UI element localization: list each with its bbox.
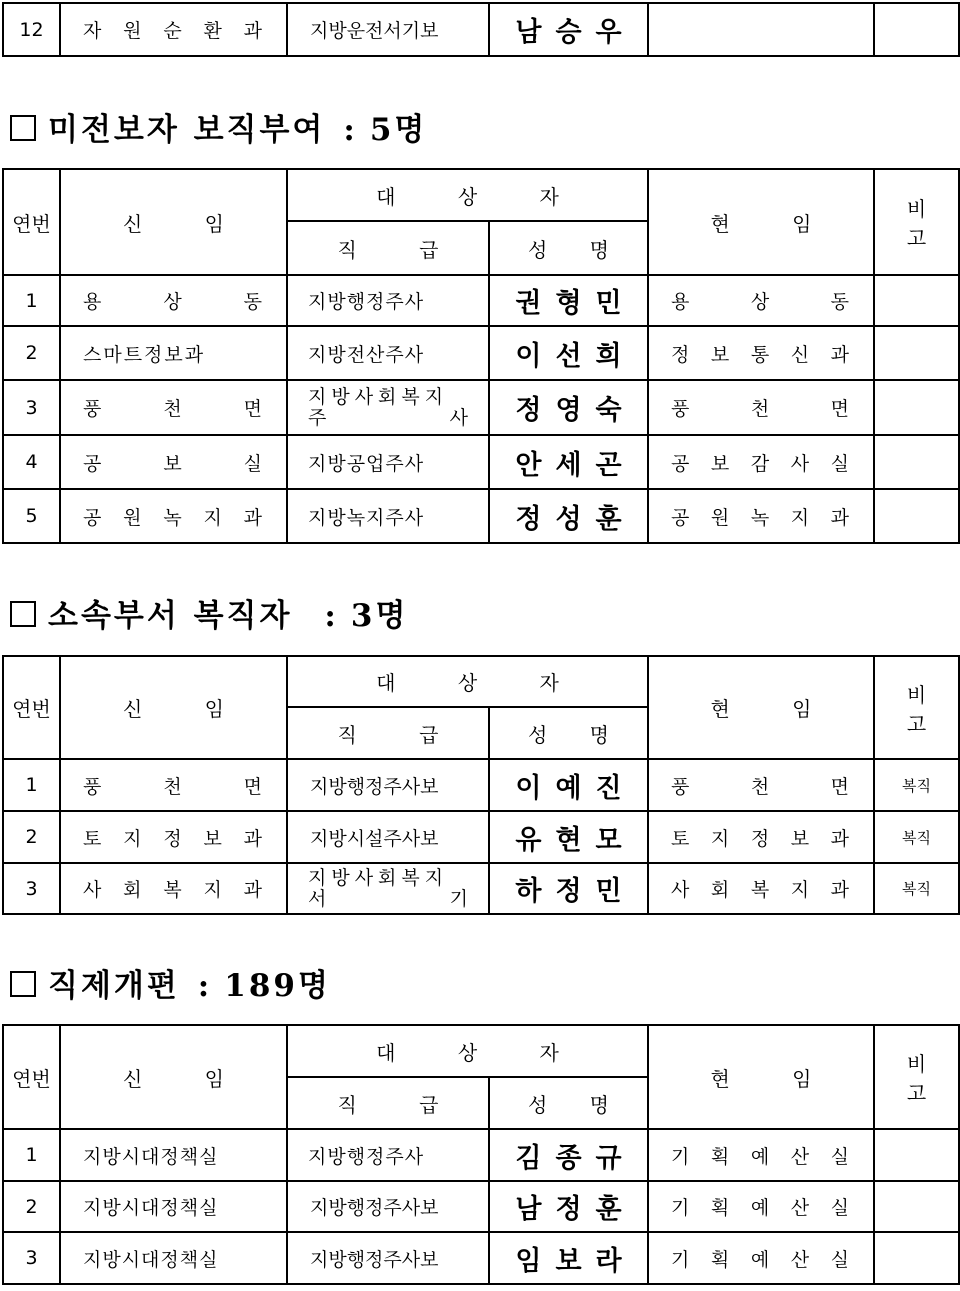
person-name: 남정훈 — [489, 1181, 648, 1232]
col-header-current: 현 임 — [648, 656, 874, 759]
col-header-name: 성 명 — [489, 1077, 648, 1129]
row-number: 2 — [3, 811, 60, 863]
col-header-new-post: 신 임 — [60, 1025, 287, 1129]
col-header-no: 연번 — [3, 169, 60, 275]
row-number: 1 — [3, 759, 60, 811]
person-name: 김종규 — [489, 1129, 648, 1181]
new-post: 스마트정보과 — [60, 326, 287, 380]
table-row — [3, 863, 959, 914]
current-post: 공 보 감 사 실 — [648, 435, 874, 489]
col-header-current: 현 임 — [648, 1025, 874, 1129]
col-header-note: 비 고 — [874, 1025, 959, 1129]
person-name: 유현모 — [489, 811, 648, 863]
new-post: 지방시대정책실 — [60, 1232, 287, 1284]
current-post: 정 보 통 신 과 — [648, 326, 874, 380]
checkbox-square-icon — [10, 971, 36, 997]
new-post: 사 회 복 지 과 — [60, 863, 287, 914]
new-post: 공 원 녹 지 과 — [60, 489, 287, 543]
checkbox-square-icon — [10, 115, 36, 141]
current-post: 기 획 예 산 실 — [648, 1181, 874, 1232]
rank: 지방시설주사보 — [287, 811, 489, 863]
current-post: 풍 천 면 — [648, 759, 874, 811]
person-name: 임보라 — [489, 1232, 648, 1284]
col-header-new-post: 신 임 — [60, 169, 287, 275]
checkbox-square-icon — [10, 601, 36, 627]
rank: 지방행정주사보 — [287, 1232, 489, 1284]
new-post: 지방시대정책실 — [60, 1181, 287, 1232]
row-number: 2 — [3, 1181, 60, 1232]
col-header-rank: 직 급 — [287, 707, 489, 759]
col-header-current: 현 임 — [648, 169, 874, 275]
table-row — [3, 1129, 959, 1181]
table-row — [3, 275, 959, 326]
rank: 지방행정주사 — [287, 275, 489, 326]
note — [874, 275, 959, 326]
note: 복직 — [874, 759, 959, 811]
row-number: 2 — [3, 326, 60, 380]
current-post: 기 획 예 산 실 — [648, 1129, 874, 1181]
col-header-target: 대 상 자 — [287, 656, 648, 707]
note — [874, 489, 959, 543]
note: 복직 — [874, 811, 959, 863]
note — [874, 326, 959, 380]
person-name: 권형민 — [489, 275, 648, 326]
col-header-note: 비 고 — [874, 169, 959, 275]
new-post: 지방시대정책실 — [60, 1129, 287, 1181]
new-post: 풍 천 면 — [60, 759, 287, 811]
table-row — [3, 1232, 959, 1284]
row-number: 5 — [3, 489, 60, 543]
note — [874, 1181, 959, 1232]
unassigned-table — [2, 168, 960, 544]
reorganization-table — [2, 1024, 960, 1285]
person-name: 정영숙 — [489, 380, 648, 435]
reinstated-table — [2, 655, 960, 915]
col-header-new-post: 신 임 — [60, 656, 287, 759]
col-header-target: 대 상 자 — [287, 169, 648, 221]
new-post: 토 지 정 보 과 — [60, 811, 287, 863]
current-post: 용 상 동 — [648, 275, 874, 326]
rank: 지방녹지주사 — [287, 489, 489, 543]
rank: 지방사회복지 주 사 — [287, 380, 489, 435]
rank: 지방행정주사 — [287, 1129, 489, 1181]
table-row — [3, 380, 959, 435]
table-row — [3, 759, 959, 811]
row-number: 12 — [3, 3, 60, 56]
person-name: 이선희 — [489, 326, 648, 380]
current-post: 사 회 복 지 과 — [648, 863, 874, 914]
col-header-name: 성 명 — [489, 221, 648, 275]
rank: 지방운전서기보 — [287, 3, 489, 56]
section-title-reinstated: 소속부서 복직자 : 3명 — [10, 590, 408, 635]
current-post: 공 원 녹 지 과 — [648, 489, 874, 543]
table-row — [3, 489, 959, 543]
person-name: 안세곤 — [489, 435, 648, 489]
row-number: 1 — [3, 275, 60, 326]
person-name: 하정민 — [489, 863, 648, 914]
section-title-reorganization: 직제개편 : 189명 — [10, 960, 331, 1005]
new-post: 용 상 동 — [60, 275, 287, 326]
rank: 지방전산주사 — [287, 326, 489, 380]
col-header-rank: 직 급 — [287, 221, 489, 275]
person-name: 남승우 — [489, 3, 648, 56]
col-header-name: 성 명 — [489, 707, 648, 759]
note — [874, 3, 959, 56]
current-post: 풍 천 면 — [648, 380, 874, 435]
table-row — [3, 435, 959, 489]
table-row — [3, 1181, 959, 1232]
person-name: 이예진 — [489, 759, 648, 811]
table-row — [3, 3, 959, 56]
row-number: 3 — [3, 380, 60, 435]
prev-table — [2, 2, 960, 57]
col-header-no: 연번 — [3, 1025, 60, 1129]
rank: 지방행정주사보 — [287, 1181, 489, 1232]
rank: 지방행정주사보 — [287, 759, 489, 811]
new-post: 공 보 실 — [60, 435, 287, 489]
row-number: 3 — [3, 863, 60, 914]
col-header-no: 연번 — [3, 656, 60, 759]
table-row — [3, 811, 959, 863]
col-header-rank: 직 급 — [287, 1077, 489, 1129]
current-post — [648, 3, 874, 56]
row-number: 4 — [3, 435, 60, 489]
section-title-unassigned: 미전보자 보직부여 : 5명 — [10, 104, 427, 149]
col-header-target: 대 상 자 — [287, 1025, 648, 1077]
note: 복직 — [874, 863, 959, 914]
note — [874, 380, 959, 435]
person-name: 정성훈 — [489, 489, 648, 543]
table-row — [3, 326, 959, 380]
new-post: 풍 천 면 — [60, 380, 287, 435]
row-number: 3 — [3, 1232, 60, 1284]
note — [874, 435, 959, 489]
col-header-note: 비 고 — [874, 656, 959, 759]
row-number: 1 — [3, 1129, 60, 1181]
current-post: 기 획 예 산 실 — [648, 1232, 874, 1284]
rank: 지방사회복지 서 기 — [287, 863, 489, 914]
note — [874, 1129, 959, 1181]
note — [874, 1232, 959, 1284]
new-post: 자 원 순 환 과 — [60, 3, 287, 56]
current-post: 토 지 정 보 과 — [648, 811, 874, 863]
rank: 지방공업주사 — [287, 435, 489, 489]
